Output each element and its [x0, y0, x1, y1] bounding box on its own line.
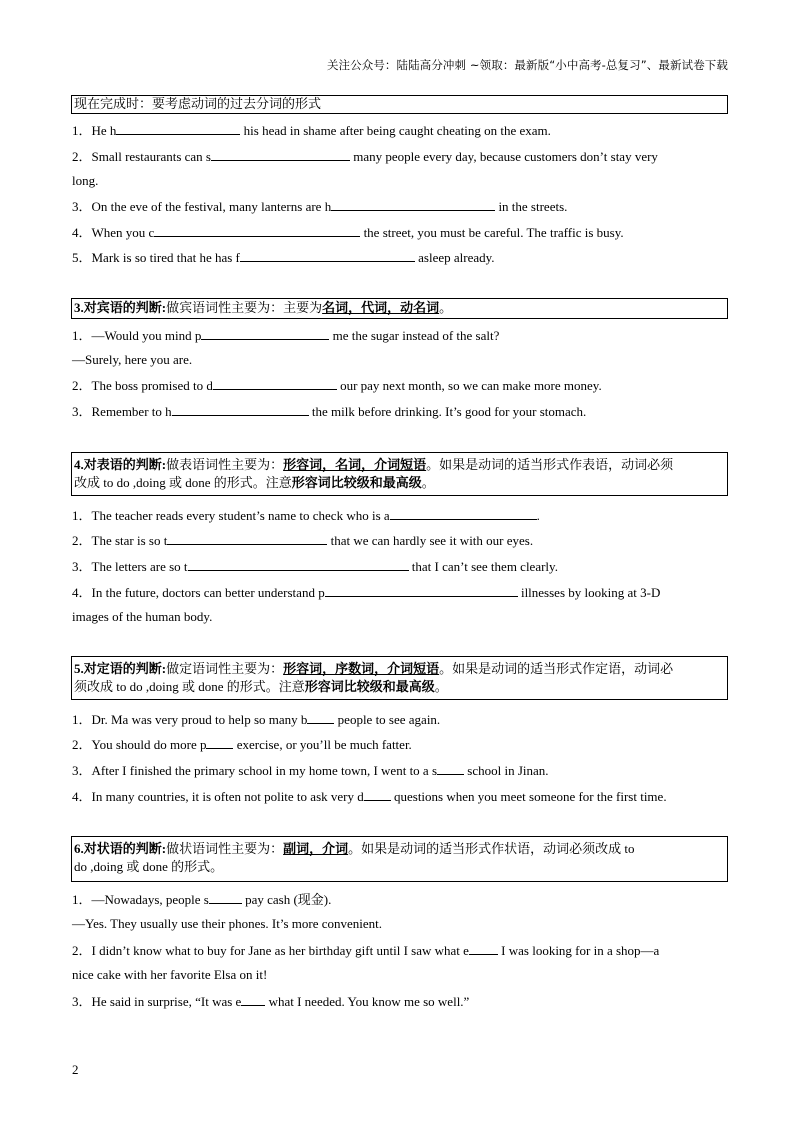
answer-blank[interactable]	[469, 942, 498, 955]
section-title: 现在完成时：要考虑动词的过去分词的形式	[74, 96, 322, 111]
answer-blank[interactable]	[437, 762, 464, 775]
section-present-perfect-box	[71, 95, 728, 114]
question-line: 2．The star is so t that we can hardly see it with our eyes.	[72, 533, 534, 548]
question-line: 1．He h his head in shame after being caught cheating on the exam.	[72, 123, 551, 138]
question-line: 1．—Would you mind p me the sugar instead of the salt?	[72, 328, 500, 343]
question-line: 3．After I finished the primary school in my home town, I went to a s school in Jinan.	[72, 763, 549, 778]
answer-blank[interactable]	[240, 249, 415, 262]
section-3-box: 3.对宾语的判断:做宾语词性主要为：主要为名词，代词，动名词。	[71, 298, 728, 319]
section-5-box: 5.对定语的判断:做定语词性主要为：形容词，序数词，介词短语。如果是动词的适当形式作定语，动词必 须改成 to do ,doing 或 done 的形式。注意形容词比较级和最高级。	[71, 656, 728, 700]
answer-blank[interactable]	[188, 558, 409, 571]
question-line: 2．You should do more p exercise, or you’ll be much fatter.	[72, 737, 412, 752]
question-line: 3．On the eve of the festival, many lanterns are h in the streets.	[72, 199, 568, 214]
answer-blank[interactable]	[209, 891, 242, 904]
question-line: 3．The letters are so t that I can’t see them clearly.	[72, 559, 558, 574]
question-line: 1．Dr. Ma was very proud to help so many b people to see again.	[72, 712, 441, 727]
question-line: 2．The boss promised to d our pay next month, so we can make more money.	[72, 378, 602, 393]
section-title: 5.对定语的判断:	[74, 661, 167, 676]
answer-blank[interactable]	[154, 224, 360, 237]
answer-blank[interactable]	[172, 403, 309, 416]
answer-blank[interactable]	[167, 532, 327, 545]
answer-blank[interactable]	[201, 327, 329, 340]
question-continuation: nice cake with her favorite Elsa on it!	[72, 967, 268, 982]
question-line: 4．In many countries, it is often not polite to ask very d questions when you meet someone for the first time.	[72, 789, 667, 804]
section-title: 4.对表语的判断:	[74, 457, 167, 472]
question-line: 4．In the future, doctors can better understand p illnesses by looking at 3-D	[72, 585, 661, 600]
answer-blank[interactable]	[325, 584, 518, 597]
answer-blank[interactable]	[206, 736, 233, 749]
section-6-box: 6.对状语的判断:做状语词性主要为：副词，介词。如果是动词的适当形式作状语，动词必须改成 to do ,doing 或 done 的形式。	[71, 836, 728, 882]
page-header: 关注公众号：陆陆高分冲刺 ~领取：最新版“小中高考-总复习”、最新试卷下载	[326, 58, 728, 72]
section-4-box: 4.对表语的判断:做表语词性主要为：形容词，名词，介词短语。如果是动词的适当形式作表语，动词必须 改成 to do ,doing 或 done 的形式。注意形容词比较级和最高级。	[71, 452, 728, 496]
answer-blank[interactable]	[211, 148, 350, 161]
question-continuation: long.	[72, 173, 99, 188]
answer-blank[interactable]	[364, 788, 391, 801]
answer-blank[interactable]	[213, 377, 337, 390]
answer-blank[interactable]	[241, 993, 265, 1006]
answer-blank[interactable]	[331, 198, 495, 211]
section-title: 6.对状语的判断:	[74, 841, 167, 856]
question-continuation: —Yes. They usually use their phones. It’s more convenient.	[72, 916, 383, 931]
question-line: 3．Remember to h the milk before drinking. It’s good for your stomach.	[72, 404, 587, 419]
question-line: 2．Small restaurants can s many people every day, because customers don’t stay very	[72, 149, 658, 164]
section-title: 3.对宾语的判断:	[74, 300, 167, 315]
answer-blank[interactable]	[116, 122, 240, 135]
answer-blank[interactable]	[307, 711, 334, 724]
question-line: 3．He said in surprise, “It was e what I needed. You know me so well.”	[72, 994, 470, 1009]
question-line: 5．Mark is so tired that he has f asleep already.	[72, 250, 495, 265]
question-continuation: images of the human body.	[72, 609, 213, 624]
question-line: 4．When you c the street, you must be careful. The traffic is busy.	[72, 225, 624, 240]
answer-blank[interactable]	[390, 507, 537, 520]
page-number: 2	[72, 1062, 79, 1077]
question-continuation: —Surely, here you are.	[72, 352, 193, 367]
question-line: 1．The teacher reads every student’s name to check who is a .	[72, 508, 540, 523]
question-line: 1．—Nowadays, people s pay cash (现金).	[72, 892, 332, 907]
question-line: 2．I didn’t know what to buy for Jane as her birthday gift until I saw what e I was looking for in a shop—a	[72, 943, 660, 958]
